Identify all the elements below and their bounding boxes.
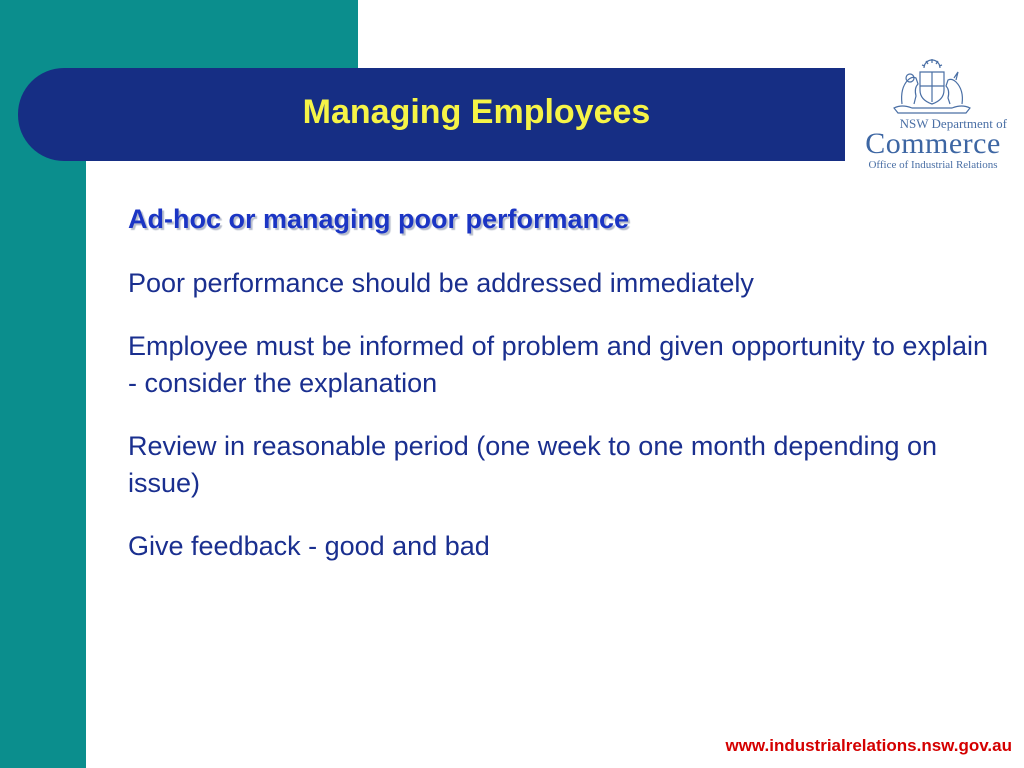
slide-content — [128, 204, 988, 591]
logo-line-commerce: Commerce — [865, 127, 1001, 160]
department-logo — [852, 58, 1012, 178]
bullet-item: Give feedback - good and bad — [128, 531, 490, 561]
logo-line-office: Office of Industrial Relations — [868, 159, 998, 171]
bullet-item: Poor performance should be addressed immediately — [128, 268, 754, 298]
nsw-coat-of-arms-icon — [882, 58, 982, 114]
slide-title: Managing Employees — [302, 93, 651, 131]
logo-line-department: NSW Department of — [899, 116, 1007, 131]
bullet-list — [128, 265, 988, 565]
bullet-item: Review in reasonable period (one week to one month depending on issue) — [128, 431, 938, 498]
footer-website-link[interactable]: www.industrialrelations.nsw.gov.au — [725, 736, 1012, 755]
bullet-item: Employee must be informed of problem and given opportunity to explain - consider the explanation — [128, 331, 988, 398]
slide-subheading: Ad-hoc or managing poor performance — [128, 204, 630, 234]
title-banner — [18, 68, 845, 161]
